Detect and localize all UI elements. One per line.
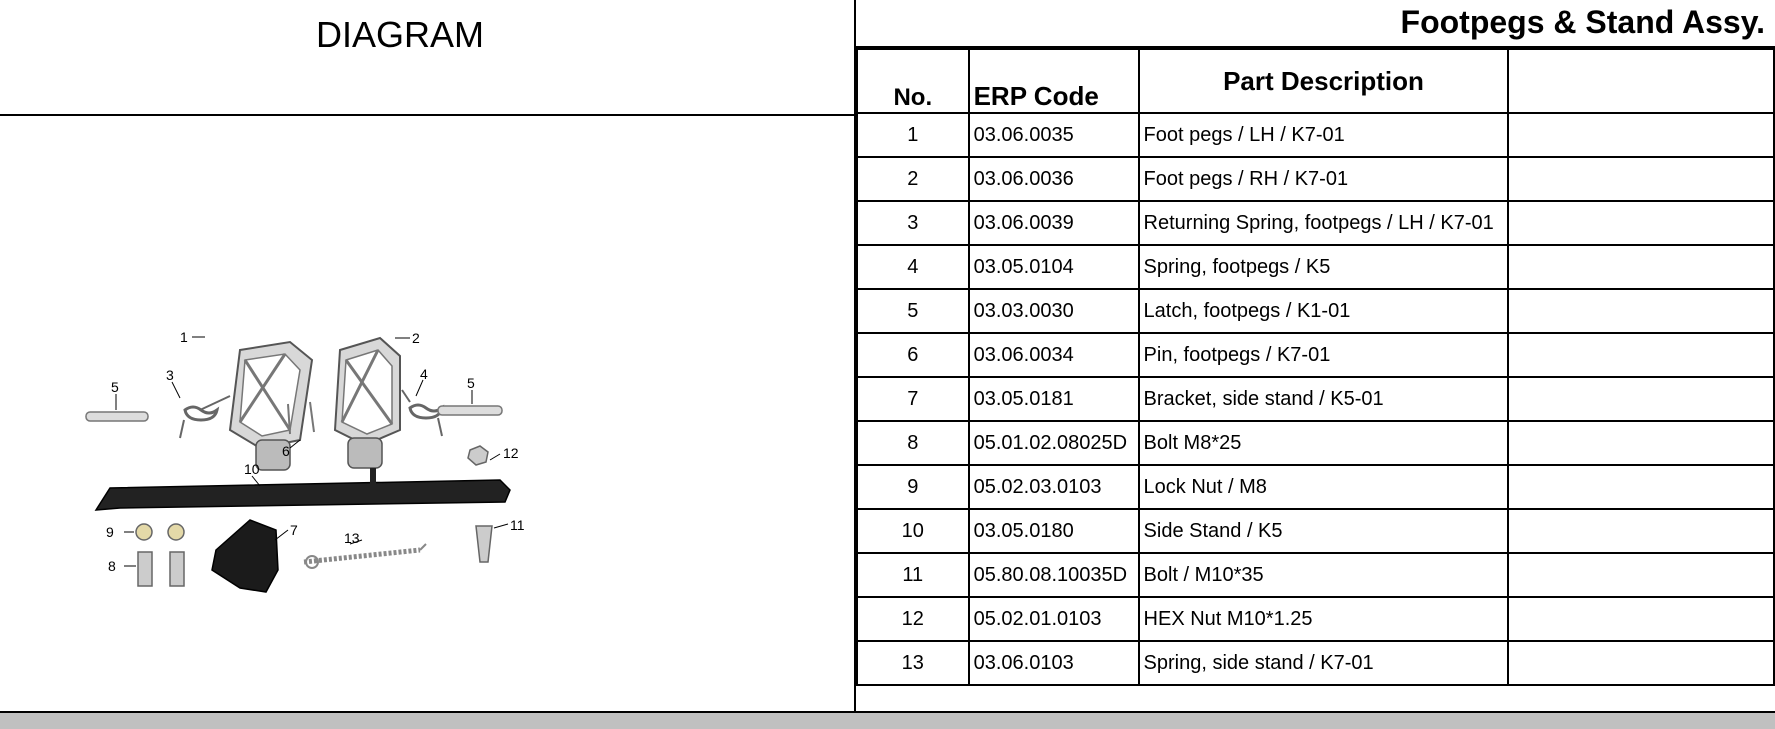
cell-erp-code: 03.06.0039 xyxy=(969,201,1139,245)
parts-illustration xyxy=(80,330,620,680)
footer-bar xyxy=(0,711,1775,729)
side-stand-spring-part xyxy=(304,550,420,562)
table-row xyxy=(857,201,1774,245)
cell-description: Returning Spring, footpegs / LH / K7-01 xyxy=(1139,201,1509,245)
latch-lh-part xyxy=(86,412,148,421)
cell-erp-code: 03.05.0181 xyxy=(969,377,1139,421)
cell-no: 7 xyxy=(857,377,969,421)
callout-label: 10 xyxy=(244,461,260,477)
cell-no: 12 xyxy=(857,597,969,641)
cell-erp-code: 05.01.02.08025D xyxy=(969,421,1139,465)
hex-nut-part xyxy=(468,446,488,465)
diagram-title: DIAGRAM xyxy=(315,14,484,55)
table-row xyxy=(857,421,1774,465)
cell-blank xyxy=(1508,157,1774,201)
cell-blank xyxy=(1508,641,1774,685)
cell-description: HEX Nut M10*1.25 xyxy=(1139,597,1509,641)
cell-description: Bracket, side stand / K5-01 xyxy=(1139,377,1509,421)
cell-description: Lock Nut / M8 xyxy=(1139,465,1509,509)
cell-blank xyxy=(1508,597,1774,641)
cell-no: 5 xyxy=(857,289,969,333)
callout-label: 6 xyxy=(282,443,290,459)
table-row xyxy=(857,289,1774,333)
cell-no: 11 xyxy=(857,553,969,597)
diagram-header xyxy=(0,0,854,116)
cell-description: Foot pegs / RH / K7-01 xyxy=(1139,157,1509,201)
cell-erp-code: 03.06.0035 xyxy=(969,113,1139,157)
section-header xyxy=(856,0,1775,48)
callout-label: 8 xyxy=(108,558,116,574)
cell-no: 4 xyxy=(857,245,969,289)
cell-erp-code: 05.02.03.0103 xyxy=(969,465,1139,509)
cell-no: 10 xyxy=(857,509,969,553)
lock-nut-part xyxy=(136,524,152,540)
table-row xyxy=(857,641,1774,685)
cell-erp-code: 03.05.0104 xyxy=(969,245,1139,289)
pin-part xyxy=(310,402,314,432)
exploded-parts-diagram xyxy=(80,330,620,680)
cell-description: Spring, footpegs / K5 xyxy=(1139,245,1509,289)
callout-label: 3 xyxy=(166,367,174,383)
cell-no: 9 xyxy=(857,465,969,509)
cell-blank xyxy=(1508,509,1774,553)
callout-label: 9 xyxy=(106,524,114,540)
return-spring-lh-part xyxy=(180,396,230,438)
callout-label: 1 xyxy=(180,330,188,345)
cell-description: Bolt / M10*35 xyxy=(1139,553,1509,597)
table-row xyxy=(857,509,1774,553)
table-header-row xyxy=(857,49,1774,113)
cell-erp-code: 03.06.0034 xyxy=(969,333,1139,377)
cell-erp-code: 05.02.01.0103 xyxy=(969,597,1139,641)
bolt-m10-part xyxy=(476,526,492,562)
callout-label: 11 xyxy=(510,517,525,533)
foot-peg-rh-part xyxy=(335,338,400,468)
cell-description: Side Stand / K5 xyxy=(1139,509,1509,553)
table-row xyxy=(857,157,1774,201)
lock-nut-part xyxy=(168,524,184,540)
bolt-part xyxy=(170,552,184,586)
table-row xyxy=(857,465,1774,509)
latch-rh-part xyxy=(438,406,502,415)
callout-label: 2 xyxy=(412,330,420,346)
spring-rh-part xyxy=(402,390,442,436)
cell-erp-code: 05.80.08.10035D xyxy=(969,553,1139,597)
cell-erp-code: 03.06.0103 xyxy=(969,641,1139,685)
cell-blank xyxy=(1508,465,1774,509)
cell-blank xyxy=(1508,245,1774,289)
cell-description: Foot pegs / LH / K7-01 xyxy=(1139,113,1509,157)
cell-blank xyxy=(1508,421,1774,465)
cell-description: Pin, footpegs / K7-01 xyxy=(1139,333,1509,377)
bolt-part xyxy=(138,552,152,586)
cell-blank xyxy=(1508,377,1774,421)
cell-no: 3 xyxy=(857,201,969,245)
table-row xyxy=(857,333,1774,377)
table-row xyxy=(857,377,1774,421)
cell-no: 13 xyxy=(857,641,969,685)
cell-erp-code: 03.06.0036 xyxy=(969,157,1139,201)
cell-blank xyxy=(1508,333,1774,377)
cell-no: 6 xyxy=(857,333,969,377)
col-header-no: No. xyxy=(857,49,969,113)
cell-no: 1 xyxy=(857,113,969,157)
section-title: Footpegs & Stand Assy. xyxy=(1400,4,1765,40)
parts-table xyxy=(856,48,1775,686)
cell-description: Latch, footpegs / K1-01 xyxy=(1139,289,1509,333)
callout-label: 5 xyxy=(467,375,475,391)
callout-label: 13 xyxy=(344,530,360,546)
cell-blank xyxy=(1508,553,1774,597)
cell-description: Spring, side stand / K7-01 xyxy=(1139,641,1509,685)
cell-erp-code: 03.05.0180 xyxy=(969,509,1139,553)
callout-label: 4 xyxy=(420,366,428,382)
cell-no: 8 xyxy=(857,421,969,465)
table-row xyxy=(857,597,1774,641)
table-row xyxy=(857,553,1774,597)
cell-description: Bolt M8*25 xyxy=(1139,421,1509,465)
table-row xyxy=(857,245,1774,289)
col-header-part-description: Part Description xyxy=(1139,49,1509,113)
side-stand-part xyxy=(96,468,510,510)
foot-peg-lh-part xyxy=(230,342,312,470)
cell-blank xyxy=(1508,201,1774,245)
bracket-part xyxy=(212,520,278,592)
cell-erp-code: 03.03.0030 xyxy=(969,289,1139,333)
callout-label: 12 xyxy=(503,445,519,461)
col-header-erp-code: ERP Code xyxy=(969,49,1139,113)
callout-label: 7 xyxy=(290,522,298,538)
callout-label: 5 xyxy=(111,379,119,395)
cell-blank xyxy=(1508,289,1774,333)
cell-blank xyxy=(1508,113,1774,157)
cell-no: 2 xyxy=(857,157,969,201)
table-row xyxy=(857,113,1774,157)
col-header-blank xyxy=(1508,49,1774,113)
